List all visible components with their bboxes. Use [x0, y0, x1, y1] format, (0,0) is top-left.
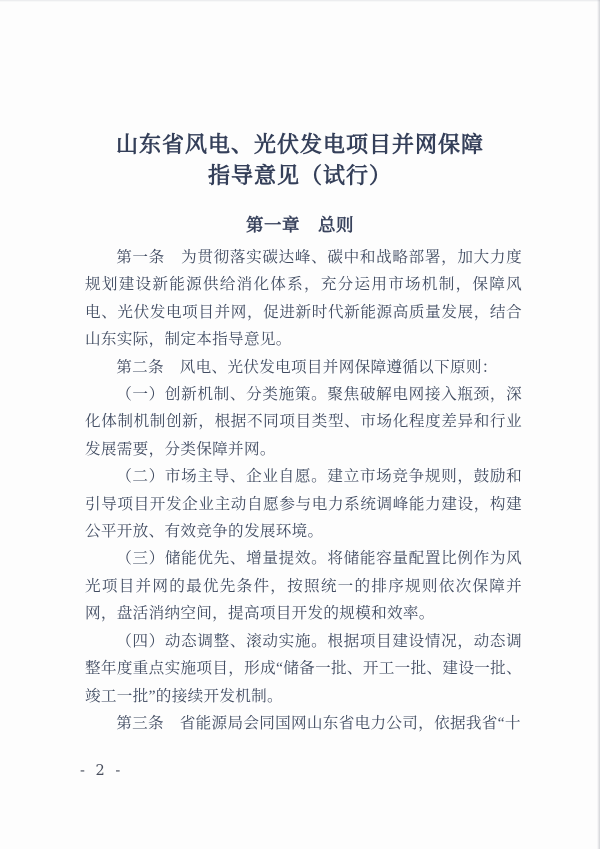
- page-number: - 2 -: [80, 763, 124, 779]
- document-body: [85, 244, 522, 737]
- paragraph-article-3-truncated: 第三条 省能源局会同国网山东省电力公司，依据我省“十: [116, 714, 521, 732]
- paragraph-article-2: 第二条 风电、光伏发电项目并网保障遵循以下原则：: [116, 358, 498, 376]
- document-title-line1: 山东省风电、光伏发电项目并网保障: [115, 132, 484, 157]
- paragraph-principle-3: （三）储能优先、增量提效。将储能容量配置比例作为风光项目并网的最优先条件，按照统一的排序规则依次保障并网，盘活消纳空间，提高项目开发的规模和效率。: [85, 550, 522, 623]
- paragraph-principle-4: （四）动态调整、滚动实施。根据项目建设情况，动态调整年度重点实施项目，形成“储备一批、开工一批、建设一批、竣工一批”的接续开发机制。: [85, 632, 522, 705]
- document-title: [0, 129, 600, 191]
- chapter-heading: 第一章 总则: [246, 215, 354, 235]
- paragraph-principle-2: （二）市场主导、企业自愿。建立市场竞争规则，鼓励和引导项目开发企业主动自愿参与电力系统调峰能力建设，构建公平开放、有效竞争的发展环境。: [85, 468, 522, 541]
- scan-edge-top: [0, 0, 600, 2]
- document-title-line2: 指导意见（试行）: [207, 163, 392, 188]
- paragraph-principle-1: （一）创新机制、分类施策。聚焦破解电网接入瓶颈，深化体制机制创新，根据不同项目类型、市场化程度差异和行业发展需要，分类保障并网。: [85, 386, 522, 458]
- paragraph-article-1: 第一条 为贯彻落实碳达峰、碳中和战略部署，加大力度规划建设新能源供给消化体系，充分运用市场机制，保障风电、光伏发电项目并网，促进新时代新能源高质量发展，结合山东实际，制定本指导意见。: [85, 249, 522, 349]
